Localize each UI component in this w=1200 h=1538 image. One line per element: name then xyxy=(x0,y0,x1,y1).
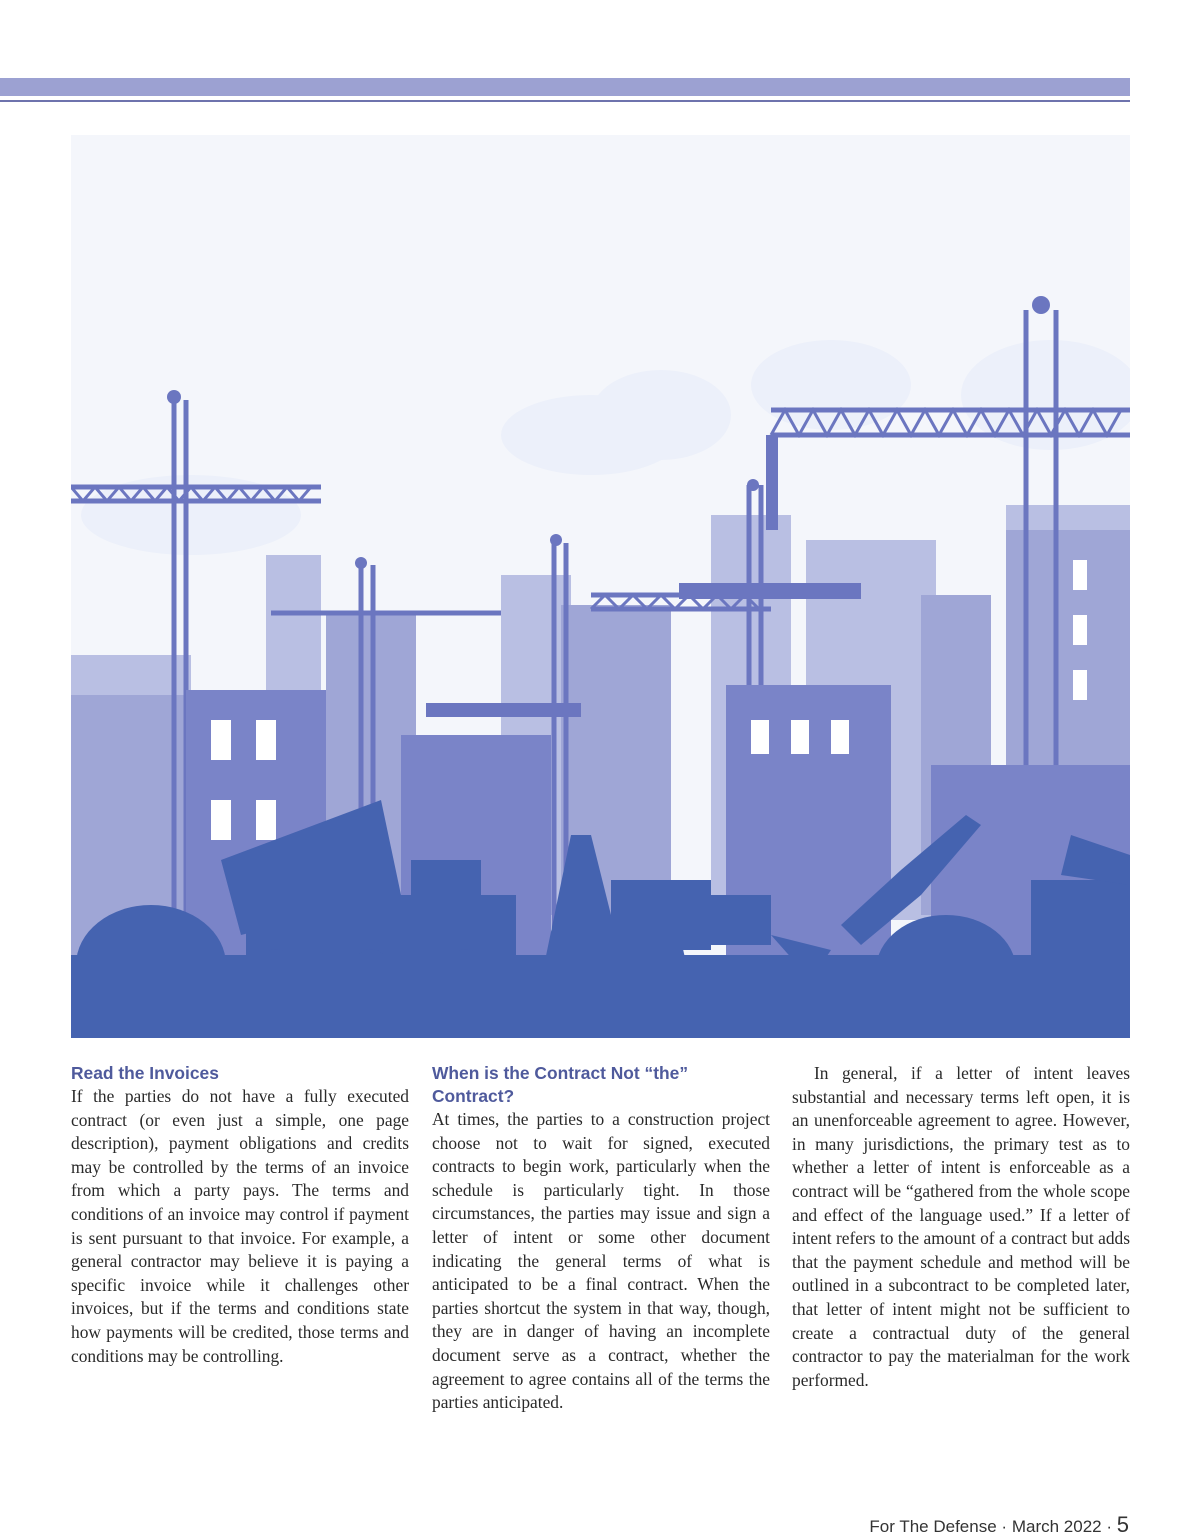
header-color-bar xyxy=(0,78,1130,96)
page-footer xyxy=(869,1512,1129,1538)
column-right xyxy=(792,1062,1130,1392)
page-number: 5 xyxy=(1116,1512,1129,1537)
publication-name: For The Defense xyxy=(869,1517,997,1536)
column-left xyxy=(71,1062,409,1368)
section-paragraph: At times, the parties to a construction project choose not to wait for signed, executed contracts to begin work, particularly when the schedule is particularly tight. In those circumstances, the parties may issue and sign a letter of intent or some other document indicating the general terms of what is anticipated to be a final contract. When the parties shortcut the system in that way, though, they are in danger of having an incomplete document serve as a contract, whether the agreement to agree contains all of the terms the parties anticipated. xyxy=(432,1109,770,1413)
section-heading: Read the Invoices xyxy=(71,1063,219,1083)
header-rule xyxy=(0,100,1130,102)
section-heading: When is the Contract Not “the” Contract? xyxy=(432,1063,689,1106)
construction-site-illustration xyxy=(71,135,1130,1038)
issue-date: March 2022 xyxy=(1011,1517,1102,1536)
footer-separator: · xyxy=(1001,1517,1008,1536)
footer-separator: · xyxy=(1106,1517,1113,1536)
column-middle xyxy=(432,1062,770,1415)
section-paragraph: If the parties do not have a fully executed contract (or even just a simple, one page description), payment obligations and credits may be controlled by the terms of an invoice from which a party pays. The terms and conditions of an invoice may control if payment is sent pursuant to that invoice. For example, a general contractor may believe it is paying a specific invoice while it challenges other invoices, but if the terms and conditions state how payments will be credited, those terms and conditions may be controlling. xyxy=(71,1086,409,1366)
section-paragraph: In general, if a letter of intent leaves substantial and necessary terms left open, it is an unenforceable agreement to agree. However, in many jurisdictions, the primary test as to whether a letter of intent is enforceable as a contract will be “gathered from the whole scope and effect of the language used.” If a letter of intent refers to the amount of a contract but adds that the payment schedule and method will be outlined in a subcontract to be completed later, that letter of intent might not be sufficient to create a contractual duty of the general contractor to pay the materialman for the work performed. xyxy=(792,1063,1130,1390)
